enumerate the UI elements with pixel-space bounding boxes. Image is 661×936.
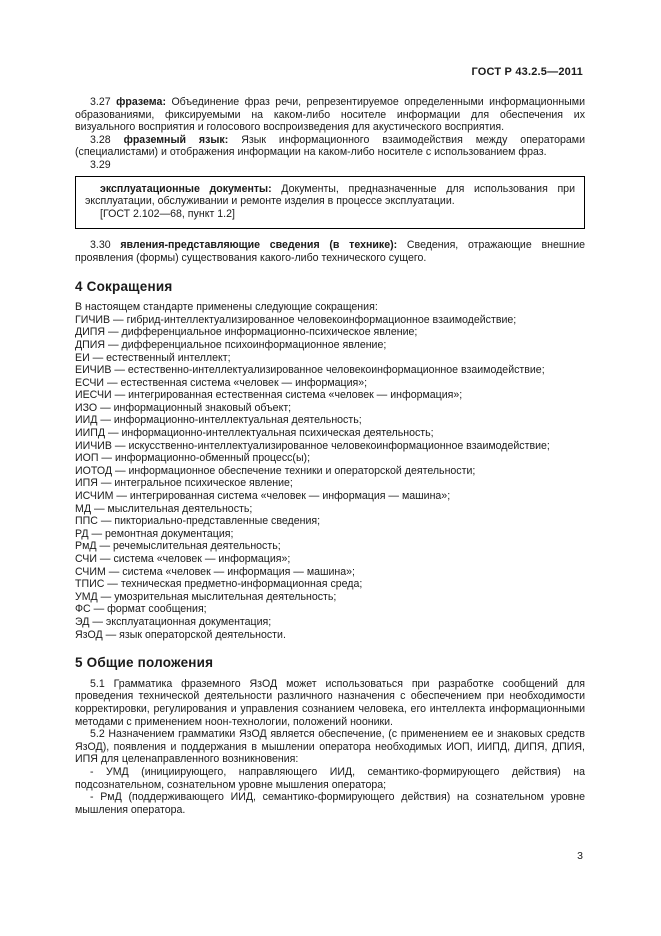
- term-3-29-box: [75, 176, 585, 230]
- term-3-30: [75, 239, 585, 264]
- list-item: УМД — умозрительная мыслительная деятельность;: [75, 590, 337, 603]
- term-definition: Сведения, отражающие внешние проявления (формы) существования какого-либо технического сущего.: [75, 239, 585, 264]
- term-3-27: [75, 96, 585, 134]
- list-item: ЕИЧИВ — естественно-интеллектуализированное человекоинформационное взаимодействие;: [75, 364, 545, 377]
- term-name: эксплуатационные документы:: [100, 182, 272, 195]
- document-body: [75, 96, 585, 816]
- paragraph-5-2: 5.2 Назначением грамматики ЯзОД является обеспечение, (с применением ее и знаковых средств ЯзОД), появления и поддержания в мышлении оператора необходимых ИОП, ИИПД, ДИПЯ, ДПИЯ, ИПЯ для целенаправленного возникновения:: [75, 728, 585, 766]
- list-item: ЭД — эксплуатационная документация;: [75, 615, 272, 628]
- list-item: ИОТОД — информационное обеспечение техники и операторской деятельности;: [75, 464, 476, 477]
- list-item: РД — ремонтная документация;: [75, 527, 234, 540]
- term-3-28: [75, 134, 585, 159]
- section-4-heading: 4 Сокращения: [75, 278, 173, 294]
- list-item: СЧИ — система «человек — информация»;: [75, 553, 291, 565]
- list-item: ДПИЯ — дифференциальное психоинформационное явление;: [75, 338, 387, 351]
- term-definition: Документы, предназначенные для использования при эксплуатации, обслуживании и ремонте изделия в процессе эксплуатации.: [85, 182, 575, 208]
- list-item: ИЗО — информационный знаковый объект;: [75, 401, 292, 414]
- list-item: СЧИМ — система «человек — информация — машина»;: [75, 565, 356, 578]
- list-item: ППС — пикториально-представленные сведения;: [75, 515, 321, 528]
- list-item: - УМД (инициирующего, направляющего ИИД, семантико-формирующего действия) на подсознательном, сознательном уровне мышления оператора;: [75, 765, 585, 791]
- term-definition: Объединение фраз речи, репрезентируемое определенными информационными образованиями, фиксируемыми на каком-либо носителе информации для обеспечения их визуального восприятия и голосового воспроизведения для акустического восприятия.: [75, 96, 585, 134]
- term-3-29-number: 3.29: [90, 158, 111, 171]
- list-item: ИИЧИВ — искусственно-интеллектуализированное человекоинформационное взаимодействие;: [75, 439, 550, 452]
- list-item: ФС — формат сообщения;: [75, 603, 207, 616]
- list-item: ГИЧИВ — гибрид-интеллектуализированное человекоинформационное взаимодействие;: [75, 313, 517, 326]
- term-name: явления-представляющие сведения (в технике):: [120, 239, 398, 252]
- list-item: ТПИС — техническая предметно-информационная среда;: [75, 578, 363, 591]
- list-item: ИОП — информационно-обменный процесс(ы);: [75, 452, 311, 465]
- boxed-term: [85, 183, 575, 208]
- term-number: 3.27: [90, 96, 111, 108]
- paragraph-5-1: 5.1 Грамматика фраземного ЯзОД может использоваться при разработке сообщений для проведения технической деятельности различного назначения с обеспечением при необходимости корректировки, регулирования и управления сознанием человека, его интеллекта информационными методами с применением ноон-технологии, положений нооники.: [75, 677, 585, 728]
- term-number: 3.28: [90, 133, 111, 146]
- list-item: ЯзОД — язык операторской деятельности.: [75, 628, 286, 641]
- list-item: ИСЧИМ — интегрированная система «человек — информация — машина»;: [75, 490, 451, 503]
- section-5-heading: 5 Общие положения: [75, 655, 214, 671]
- list-item: - РмД (поддерживающего ИИД, семантико-формирующего действия) на сознательном уровне мышления оператора.: [75, 791, 585, 816]
- list-item: ИПЯ — интегральное психическое явление;: [75, 477, 293, 490]
- abbreviation-list: [75, 301, 585, 641]
- list-item: ИИПД — информационно-интеллектуальная психическая деятельность;: [75, 427, 434, 440]
- list-item: ИИД — информационно-интеллектуальная деятельность;: [75, 414, 362, 427]
- term-definition: Язык информационного взаимодействия между операторами (специалистами) и отображения информации на каком-либо носителе с использованием фраз.: [75, 133, 585, 159]
- abbreviation-intro: В настоящем стандарте применены следующие сокращения:: [75, 301, 378, 314]
- standard-code-header: ГОСТ Р 43.2.5—2011: [471, 66, 583, 78]
- term-name: фраземный язык:: [123, 133, 229, 146]
- term-reference: [ГОСТ 2.102—68, пункт 1.2]: [100, 207, 235, 220]
- list-item: ИЕСЧИ — интегрированная естественная система «человек — информация»;: [75, 389, 463, 402]
- term-name: фраземa:: [116, 96, 166, 108]
- list-item: ЕСЧИ — естественная система «человек — информация»;: [75, 376, 368, 389]
- page-number: 3: [577, 850, 583, 862]
- list-item: ДИПЯ — дифференциальное информационно-психическое явление;: [75, 326, 418, 339]
- list-item: МД — мыслительная деятельность;: [75, 502, 253, 515]
- list-item: РмД — речемыслительная деятельность;: [75, 540, 281, 553]
- list-item: ЕИ — естественный интеллект;: [75, 351, 231, 364]
- term-number: 3.30: [90, 239, 111, 252]
